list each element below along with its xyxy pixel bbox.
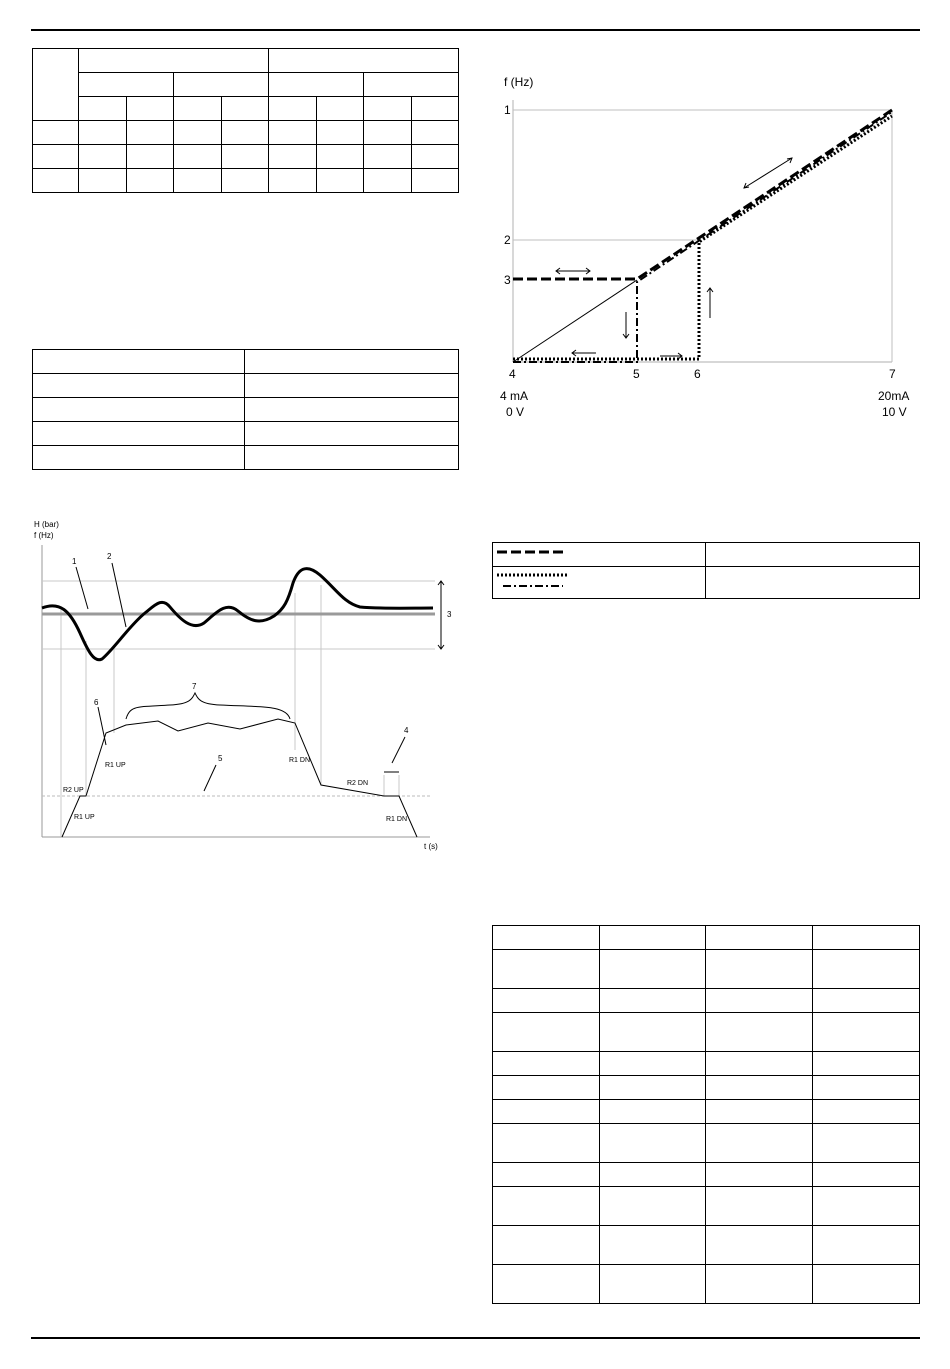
time-guides: [61, 585, 399, 837]
table-cell: [79, 49, 269, 73]
x-max-label: 10 V: [882, 405, 907, 419]
table-row: [493, 950, 920, 989]
callout-4-bracket: [384, 737, 405, 772]
table-cell: [33, 49, 79, 121]
table-cell: [174, 97, 222, 121]
band-bracket: [438, 581, 444, 649]
table-row: [493, 926, 920, 950]
table-row: [33, 145, 459, 169]
x-min-label: 0 V: [506, 405, 525, 419]
x-tick-label: 6: [694, 367, 701, 381]
callout-label: 3: [447, 610, 452, 619]
legend-text: [706, 543, 920, 567]
legend-text: [706, 567, 920, 599]
callout-label: 4: [404, 726, 409, 735]
y-tick-label: 3: [504, 273, 511, 287]
table-row: [493, 989, 920, 1013]
table-cell: [79, 97, 127, 121]
table-cell: [79, 73, 174, 97]
ramp-label: R1 UP: [74, 814, 95, 821]
y-axis-label: H (bar): [34, 520, 59, 529]
y-axis-label: f (Hz): [34, 531, 54, 540]
table-cell: [364, 97, 412, 121]
table-mid-left: [32, 349, 459, 470]
table-top-left: [32, 48, 459, 193]
dashed-line-sample: [493, 545, 573, 559]
table-cell: [269, 97, 317, 121]
table-row: [493, 1100, 920, 1124]
legend-table: [492, 542, 920, 599]
ramp-label: R2 DN: [347, 780, 369, 787]
table-row: [33, 121, 459, 145]
header-rule: [31, 29, 920, 31]
ramp-label: R1 UP: [105, 762, 126, 769]
y-tick-label: 1: [504, 103, 511, 117]
table-row: [493, 1076, 920, 1100]
footer-rule: [31, 1337, 920, 1339]
table-cell: [364, 73, 459, 97]
brace: [126, 693, 290, 719]
table-row: [33, 350, 459, 374]
table-row: [493, 1163, 920, 1187]
table-bottom-right: [492, 925, 920, 1304]
table-row: [493, 1226, 920, 1265]
legend-row: [493, 567, 920, 599]
legend-row: [493, 543, 920, 567]
table-row: [33, 374, 459, 398]
dotted-dashdot-sample: [493, 567, 583, 593]
table-cell: [411, 97, 459, 121]
x-axis-label: t (s): [424, 842, 438, 851]
table-row: [493, 1187, 920, 1226]
table-cell: [221, 97, 269, 121]
ramp-label: R1 DN: [386, 816, 408, 823]
table-cell: [126, 97, 174, 121]
pressure-frequency-chart: [30, 515, 450, 860]
callout-label: 1: [72, 557, 77, 566]
frequency-profile: [62, 719, 417, 837]
reference-line: [513, 280, 637, 362]
table-cell: [174, 73, 269, 97]
table-row: [493, 1052, 920, 1076]
table-row: [33, 446, 459, 470]
callout-label: 2: [107, 552, 112, 561]
table-row: [33, 169, 459, 193]
x-tick-label: 7: [889, 367, 896, 381]
ramp-label: R1 DN: [289, 757, 311, 764]
x-tick-label: 4: [509, 367, 516, 381]
callout-label: 6: [94, 698, 99, 707]
callout-leaders: [76, 563, 216, 791]
table-row: [493, 1265, 920, 1304]
y-tick-label: 2: [504, 233, 511, 247]
x-tick-label: 5: [633, 367, 640, 381]
callout-label: 5: [218, 754, 223, 763]
table-row: [493, 1013, 920, 1052]
table-cell: [269, 49, 459, 73]
table-row: [493, 1124, 920, 1163]
dashed-curve: [513, 110, 892, 279]
ramp-label: R2 UP: [63, 787, 84, 794]
callout-label: 7: [192, 682, 197, 691]
x-min-label: 4 mA: [500, 389, 529, 403]
y-axis-label: f (Hz): [504, 75, 534, 89]
frequency-chart: [480, 60, 920, 430]
table-row: [33, 398, 459, 422]
table-row: [33, 422, 459, 446]
x-max-label: 20mA: [878, 389, 910, 403]
table-cell: [316, 97, 364, 121]
table-cell: [269, 73, 364, 97]
